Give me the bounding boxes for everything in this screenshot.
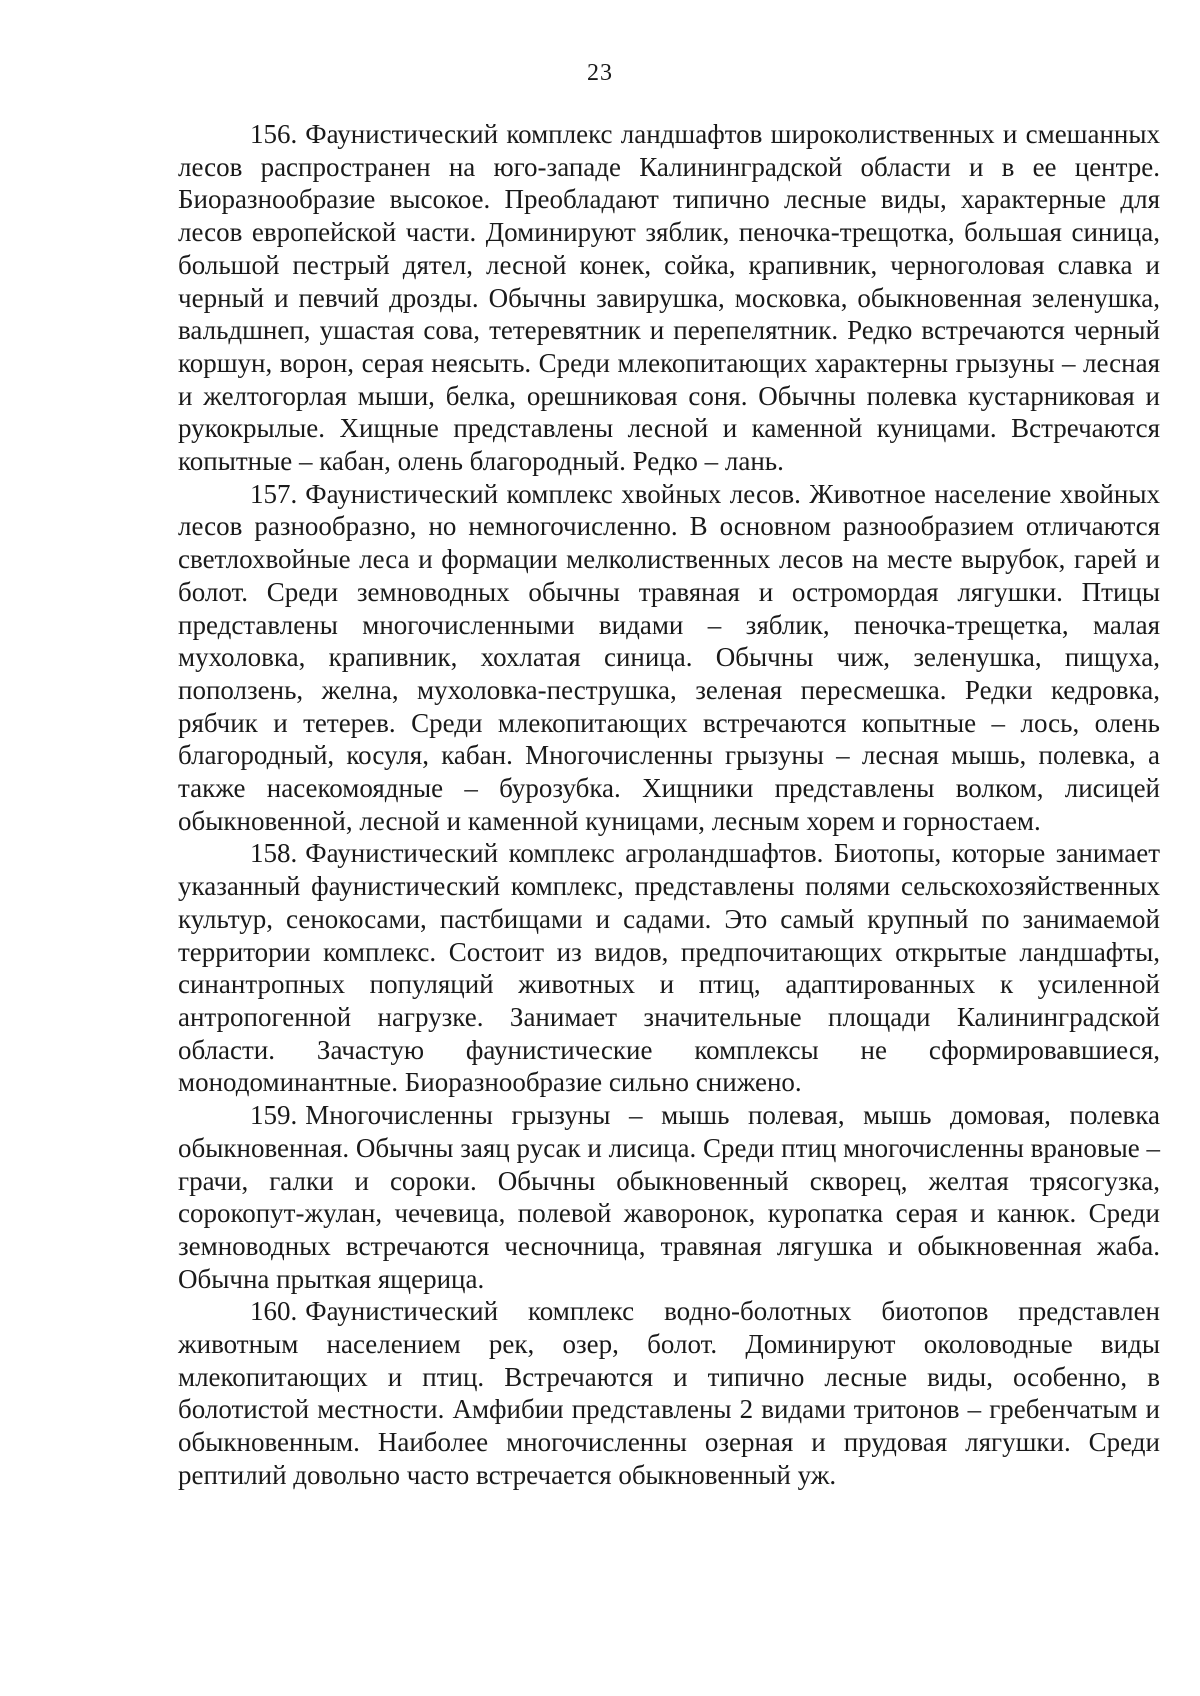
paragraph-text: Многочисленны грызуны – мышь полевая, мышь домовая, полевка обыкновенная. Обычны заяц русак и лисица. Среди птиц многочисленны врановые – грачи, галки и сороки. Обычны обыкновенный скворец, желтая трясогузка, сорокопут-жулан, чечевица, полевой жаворонок, куропатка серая и канюк. Среди земноводных встречаются чесночница, травяная лягушка и обыкновенная жаба. Обычна прыткая ящерица. xyxy=(178,1100,1160,1294)
paragraph-number: 157. xyxy=(250,478,298,509)
paragraph-159 xyxy=(178,1099,1160,1295)
paragraph-number: 160. xyxy=(250,1296,298,1327)
paragraph-text: Фаунистический комплекс хвойных лесов. Животное население хвойных лесов разнообразно, но немногочисленно. В основном разнообразием отличаются светлохвойные леса и формации мелколиственных лесов на месте вырубок, гарей и болот. Среди земноводных обычны травяная и остромордая лягушки. Птицы представлены многочисленными видами – зяблик, пеночка-трещетка, малая мухоловка, крапивник, хохлатая синица. Обычны чиж, зеленушка, пищуха, поползень, желна, мухоловка-пеструшка, зеленая пересмешка. Редки кедровка, рябчик и тетерев. Среди млекопитающих встречаются копытные – лось, олень благородный, косуля, кабан. Многочисленны грызуны – лесная мышь, полевка, а также насекомоядные – бурозубка. Хищники представлены волком, лисицей обыкновенной, лесной и каменной куницами, лесным хорем и горностаем. xyxy=(178,478,1160,836)
document-body xyxy=(178,118,1160,1492)
paragraph-number: 158. xyxy=(250,838,298,869)
paragraph-156 xyxy=(178,118,1160,478)
paragraph-157 xyxy=(178,478,1160,838)
paragraph-number: 156. xyxy=(250,119,298,149)
paragraph-158 xyxy=(178,837,1160,1099)
paragraph-number: 159. xyxy=(250,1100,298,1131)
paragraph-160 xyxy=(178,1295,1160,1491)
page-number: 23 xyxy=(587,60,613,86)
paragraph-text: Фаунистический комплекс агроландшафтов. Биотопы, которые занимает указанный фаунистический комплекс, представлены полями сельскохозяйственных культур, сенокосами, пастбищами и садами. Это самый крупный по занимаемой территории комплекс. Состоит из видов, предпочитающих открытые ландшафты, синантропных популяций животных и птиц, адаптированных к усиленной антропогенной нагрузке. Занимает значительные площади Калининградской области. Зачастую фаунистические комплексы не сформировавшиеся, монодоминантные. Биоразнообразие сильно снижено. xyxy=(178,838,1160,1098)
paragraph-text: Фаунистический комплекс ландшафтов широколиственных и смешанных лесов распространен на юго-западе Калининградской области и в ее центре. Биоразнообразие высокое. Преобладают типично лесные виды, характерные для лесов европейской части. Доминируют зяблик, пеночка-трещотка, большая синица, большой пестрый дятел, лесной конек, сойка, крапивник, черноголовая славка и черный и певчий дрозды. Обычны завирушка, московка, обыкновенная зеленушка, вальдшнеп, ушастая сова, тетеревятник и перепелятник. Редко встречаются черный коршун, ворон, серая неясыть. Среди млекопитающих характерны грызуны – лесная и желтогорлая мыши, белка, орешниковая соня. Обычны полевка кустарниковая и рукокрылые. Хищные представлены лесной и каменной куницами. Встречаются копытные – кабан, олень благородный. Редко – лань. xyxy=(178,119,1160,477)
paragraph-text: Фаунистический комплекс водно-болотных биотопов представлен животным населением рек, озер, болот. Доминируют околоводные виды млекопитающих и птиц. Встречаются и типично лесные виды, особенно, в болотистой местности. Амфибии представлены 2 видами тритонов – гребенчатым и обыкновенным. Наиболее многочисленны озерная и прудовая лягушки. Среди рептилий довольно часто встречается обыкновенный уж. xyxy=(178,1296,1160,1490)
